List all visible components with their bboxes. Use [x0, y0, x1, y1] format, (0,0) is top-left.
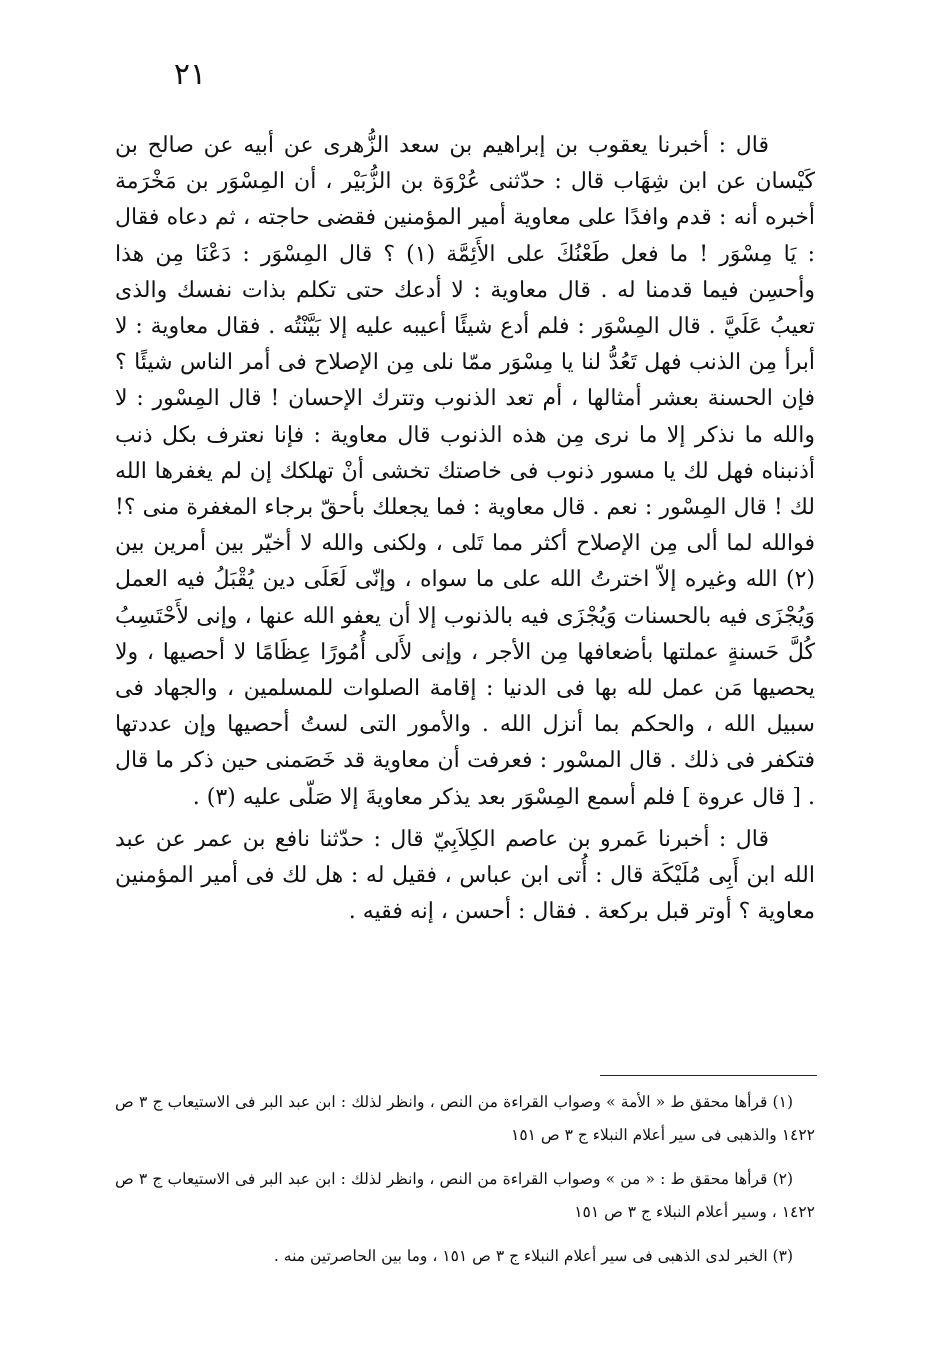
footnotes: [115, 1086, 815, 1284]
paragraph-2: قال : أخبرنا عَمرو بن عاصم الكِلاَبِيّ قال : حدّثنا نافع بن عمر عن عبد الله ابن أَبِى مُلَيْكَة قال : أُتى ابن عباس ، فقيل له : هل لك فى أمير المؤمنين معاوية ؟ أوتر قبل بركعة . فقال : أحسن ، إنه فقيه .: [115, 826, 815, 925]
footnote-1: (١) قرأها محقق ط « الأمة » وصواب القراءة من النص ، وانظر لذلك : ابن عبد البر فى الاستيعاب ج ٣ ص ١٤٢٢ والذهبى فى سير أعلام النبلاء ج ٣ ص ١٥١: [115, 1093, 815, 1144]
main-text: [115, 128, 815, 930]
footnote-2: (٢) قرأها محقق ط : « من » وصواب القراءة من النص ، وانظر لذلك : ابن عبد البر فى الاستيعاب ج ٣ ص ١٤٢٢ ، وسير أعلام النبلاء ج ٣ ص ١٥١: [115, 1170, 815, 1221]
footnote-3: (٣) الخبر لدى الذهبى فى سير أعلام النبلاء ج ٣ ص ١٥١ ، وما بين الحاصرتين منه .: [273, 1247, 793, 1265]
footnote-separator: [600, 1075, 817, 1076]
paragraph-1: قال : أخبرنا يعقوب بن إبراهيم بن سعد الزُّهرى عن أبيه عن صالح بن كَيْسان عن ابن شِهَاب قال : حدّثنى عُرْوَة بن الزُّبَيْر ، أن المِسْوَر بن مَخْرَمة أخبره أنه : قدم وافدًا على معاوية أمير المؤمنين فقضى حاجته ، ثم دعاه فقال : يَا مِسْوَر ! ما فعل طَعْنُكَ على الأَئِمَّة (١) ؟ قال المِسْوَر : دَعْنَا مِن هذا وأحسِن فيما قدمنا له . قال معاوية : لا أدعك حتى تكلم بذات نفسك والذى تعيبُ عَلَيَّ . قال المِسْوَر : فلم أدع شيئًا أعيبه عليه إلا بَيَّنْتُه . فقال معاوية : لا أبرأ مِن الذنب فهل تَعُدُّ لنا يا مِسْوَر ممّا نلى مِن الإصلاح فى أمر الناس شيئًا ؟ فإن الحسنة بعشر أمثالها ، أم تعد الذنوب وتترك الإحسان ! قال المِسْور : لا والله ما نذكر إلا ما نرى مِن هذه الذنوب قال معاوية : فإنا نعترف بكل ذنب أذنبناه فهل لك يا مسور ذنوب فى خاصتك تخشى أنْ تهلكك إن لم يغفرها الله لك ! قال المِسْور : نعم . قال معاوية : فما يجعلك بأحقّ برجاء المغفرة منى ؟! فوالله لما ألى مِن الإصلاح أكثر مما تَلى ، ولكنى والله لا أخيّر بين أمرين بين (٢) الله وغيره إلاّ اخترتُ الله على ما سواه ، وإنّى لَعَلَى دين يُقْبَلُ فيه العمل وَيُجْزَى فيه بالحسنات وَيُجْزَى فيه بالذنوب إلا أن يعفو الله عنها ، وإنى لأَحْتَسِبُ كُلَّ حَسنةٍ عملتها بأضعافها مِن الأجر ، وإنى لأَلى أُمُورًا عِظَامًا لا أحصيها ، ولا يحصيها مَن عمل لله بها فى الدنيا : إقامة الصلوات للمسلمين ، والجهاد فى سبيل الله ، والحكم بما أنزل الله . والأمور التى لستُ أحصيها وإن عددتها فتكفر فى ذلك . قال المسْور : فعرفت أن معاوية قد خَصَمنى حين ذكر ما قال . [ قال عروة ] فلم أسمع المِسْوَر بعد يذكر معاويةَ إلا صَلّى عليه (٣) .: [115, 133, 815, 810]
page-number: ٢١: [173, 57, 207, 92]
